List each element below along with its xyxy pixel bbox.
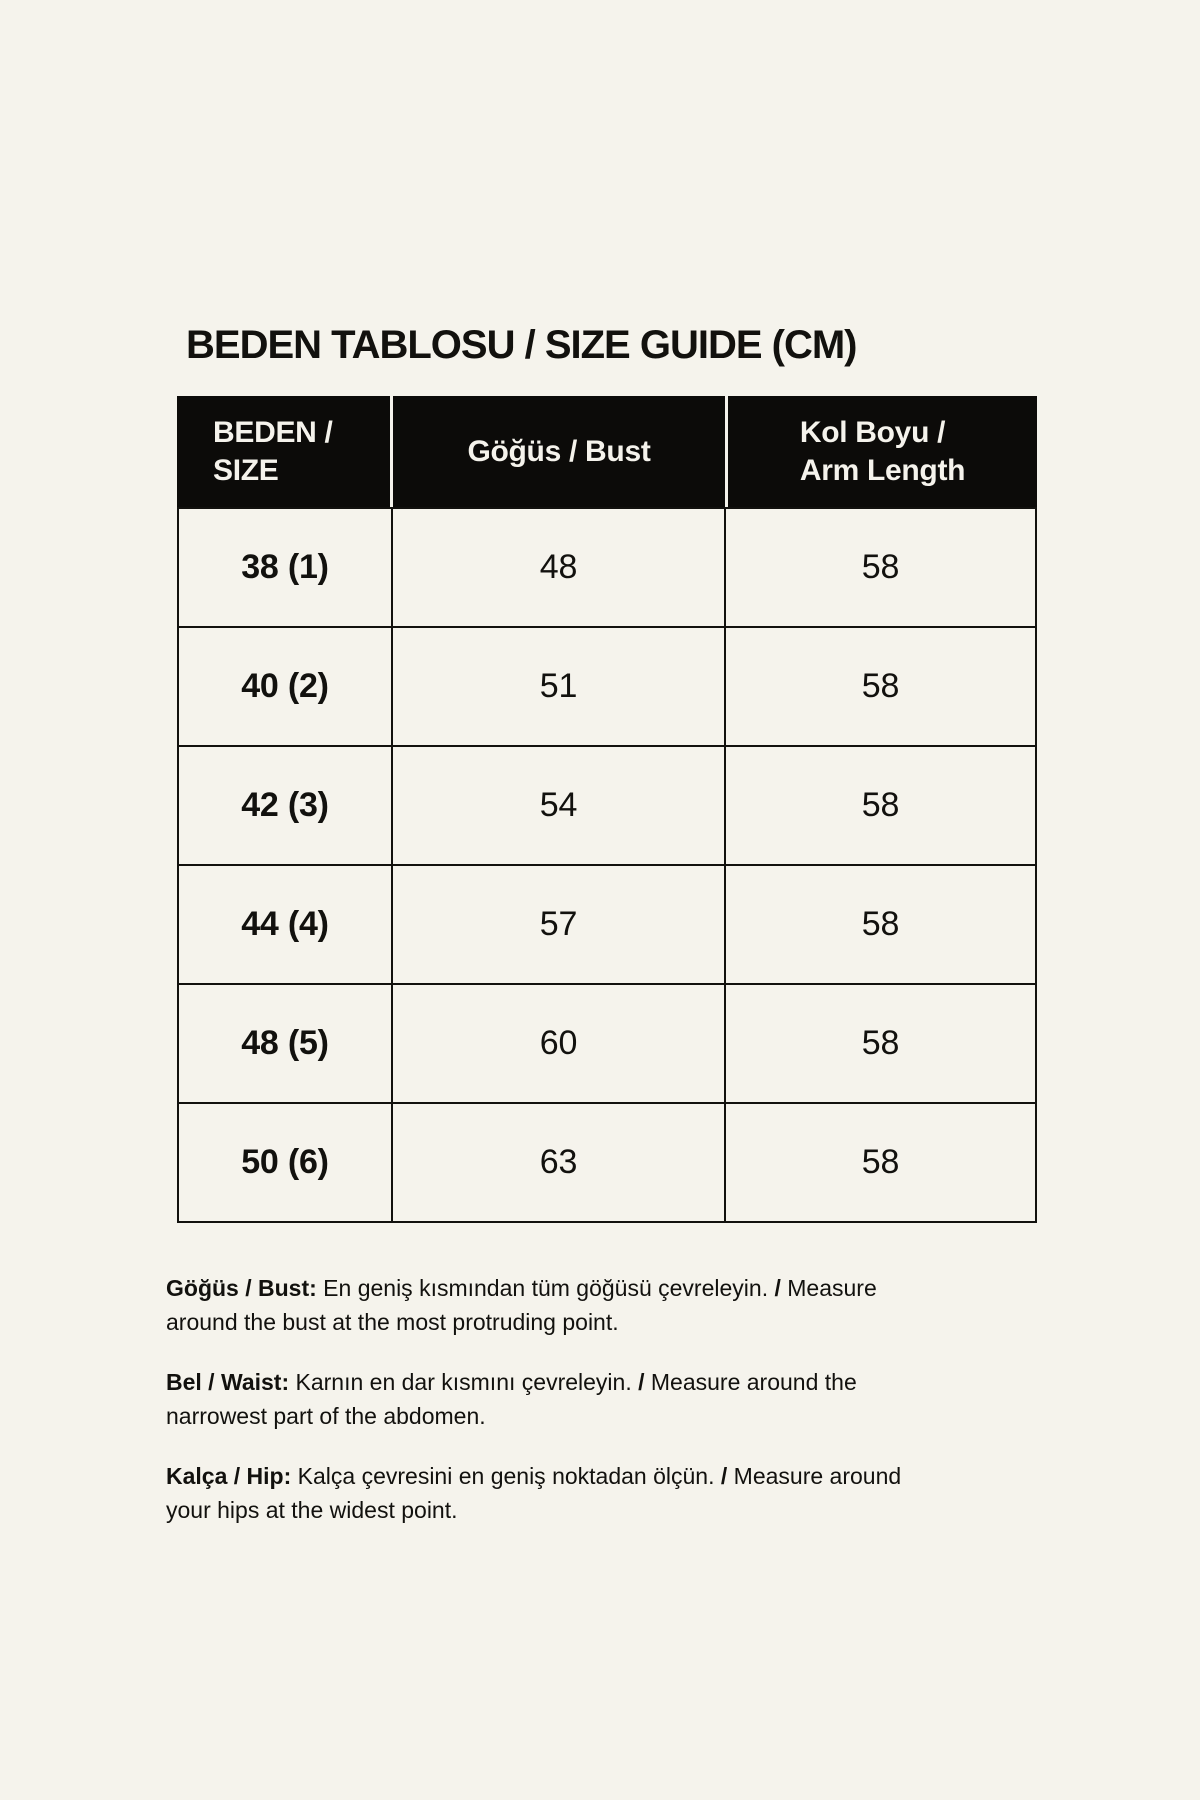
table-cell-bust: 51 [393, 626, 726, 745]
table-cell-arm: 58 [726, 1102, 1035, 1221]
note-waist-tr: Karnın en dar kısmını çevreleyin. [295, 1369, 632, 1395]
note-waist-label: Bel / Waist: [166, 1369, 290, 1395]
size-table-header [177, 396, 1037, 507]
note-bust-en: Measure around the bust at the most protruding point. [166, 1275, 877, 1335]
note-bust-separator: / [774, 1275, 781, 1301]
table-cell-size: 50 (6) [179, 1102, 393, 1221]
note-hip [166, 1459, 944, 1527]
table-cell-bust: 63 [393, 1102, 726, 1221]
table-cell-size: 44 (4) [179, 864, 393, 983]
header-size-line1: BEDEN / [213, 415, 333, 449]
note-bust-label: Göğüs / Bust: [166, 1275, 317, 1301]
header-size-line2: SIZE [213, 453, 279, 487]
note-bust-tr: En geniş kısmından tüm göğüsü çevreleyin. [323, 1275, 769, 1301]
table-cell-arm: 58 [726, 626, 1035, 745]
size-table [177, 396, 1037, 1223]
table-cell-size: 48 (5) [179, 983, 393, 1102]
table-cell-arm: 58 [726, 864, 1035, 983]
note-hip-en: Measure around your hips at the widest point. [166, 1463, 902, 1523]
header-cell-bust [393, 396, 728, 507]
table-cell-size: 42 (3) [179, 745, 393, 864]
note-waist-en: Measure around the narrowest part of the abdomen. [166, 1369, 857, 1429]
note-bust [166, 1271, 944, 1339]
table-cell-size: 40 (2) [179, 626, 393, 745]
page-title: BEDEN TABLOSU / SIZE GUIDE (CM) [186, 322, 857, 367]
table-cell-size: 38 (1) [179, 507, 393, 626]
header-arm-line1: Kol Boyu / [799, 415, 946, 449]
header-cell-size [177, 396, 393, 507]
size-table-body [177, 507, 1037, 1223]
header-cell-arm-length [728, 396, 1037, 507]
table-cell-bust: 48 [393, 507, 726, 626]
note-waist [166, 1365, 944, 1433]
note-hip-tr: Kalça çevresini en geniş noktadan ölçün. [297, 1463, 715, 1489]
table-cell-bust: 57 [393, 864, 726, 983]
note-hip-label: Kalça / Hip: [166, 1463, 292, 1489]
header-arm-line2: Arm Length [799, 453, 966, 487]
table-cell-bust: 60 [393, 983, 726, 1102]
table-cell-bust: 54 [393, 745, 726, 864]
table-cell-arm: 58 [726, 507, 1035, 626]
note-waist-separator: / [638, 1369, 645, 1395]
measurement-notes [166, 1271, 944, 1553]
table-cell-arm: 58 [726, 745, 1035, 864]
header-bust-line1: Göğüs / Bust [467, 434, 651, 468]
note-hip-separator: / [720, 1463, 728, 1489]
table-cell-arm: 58 [726, 983, 1035, 1102]
